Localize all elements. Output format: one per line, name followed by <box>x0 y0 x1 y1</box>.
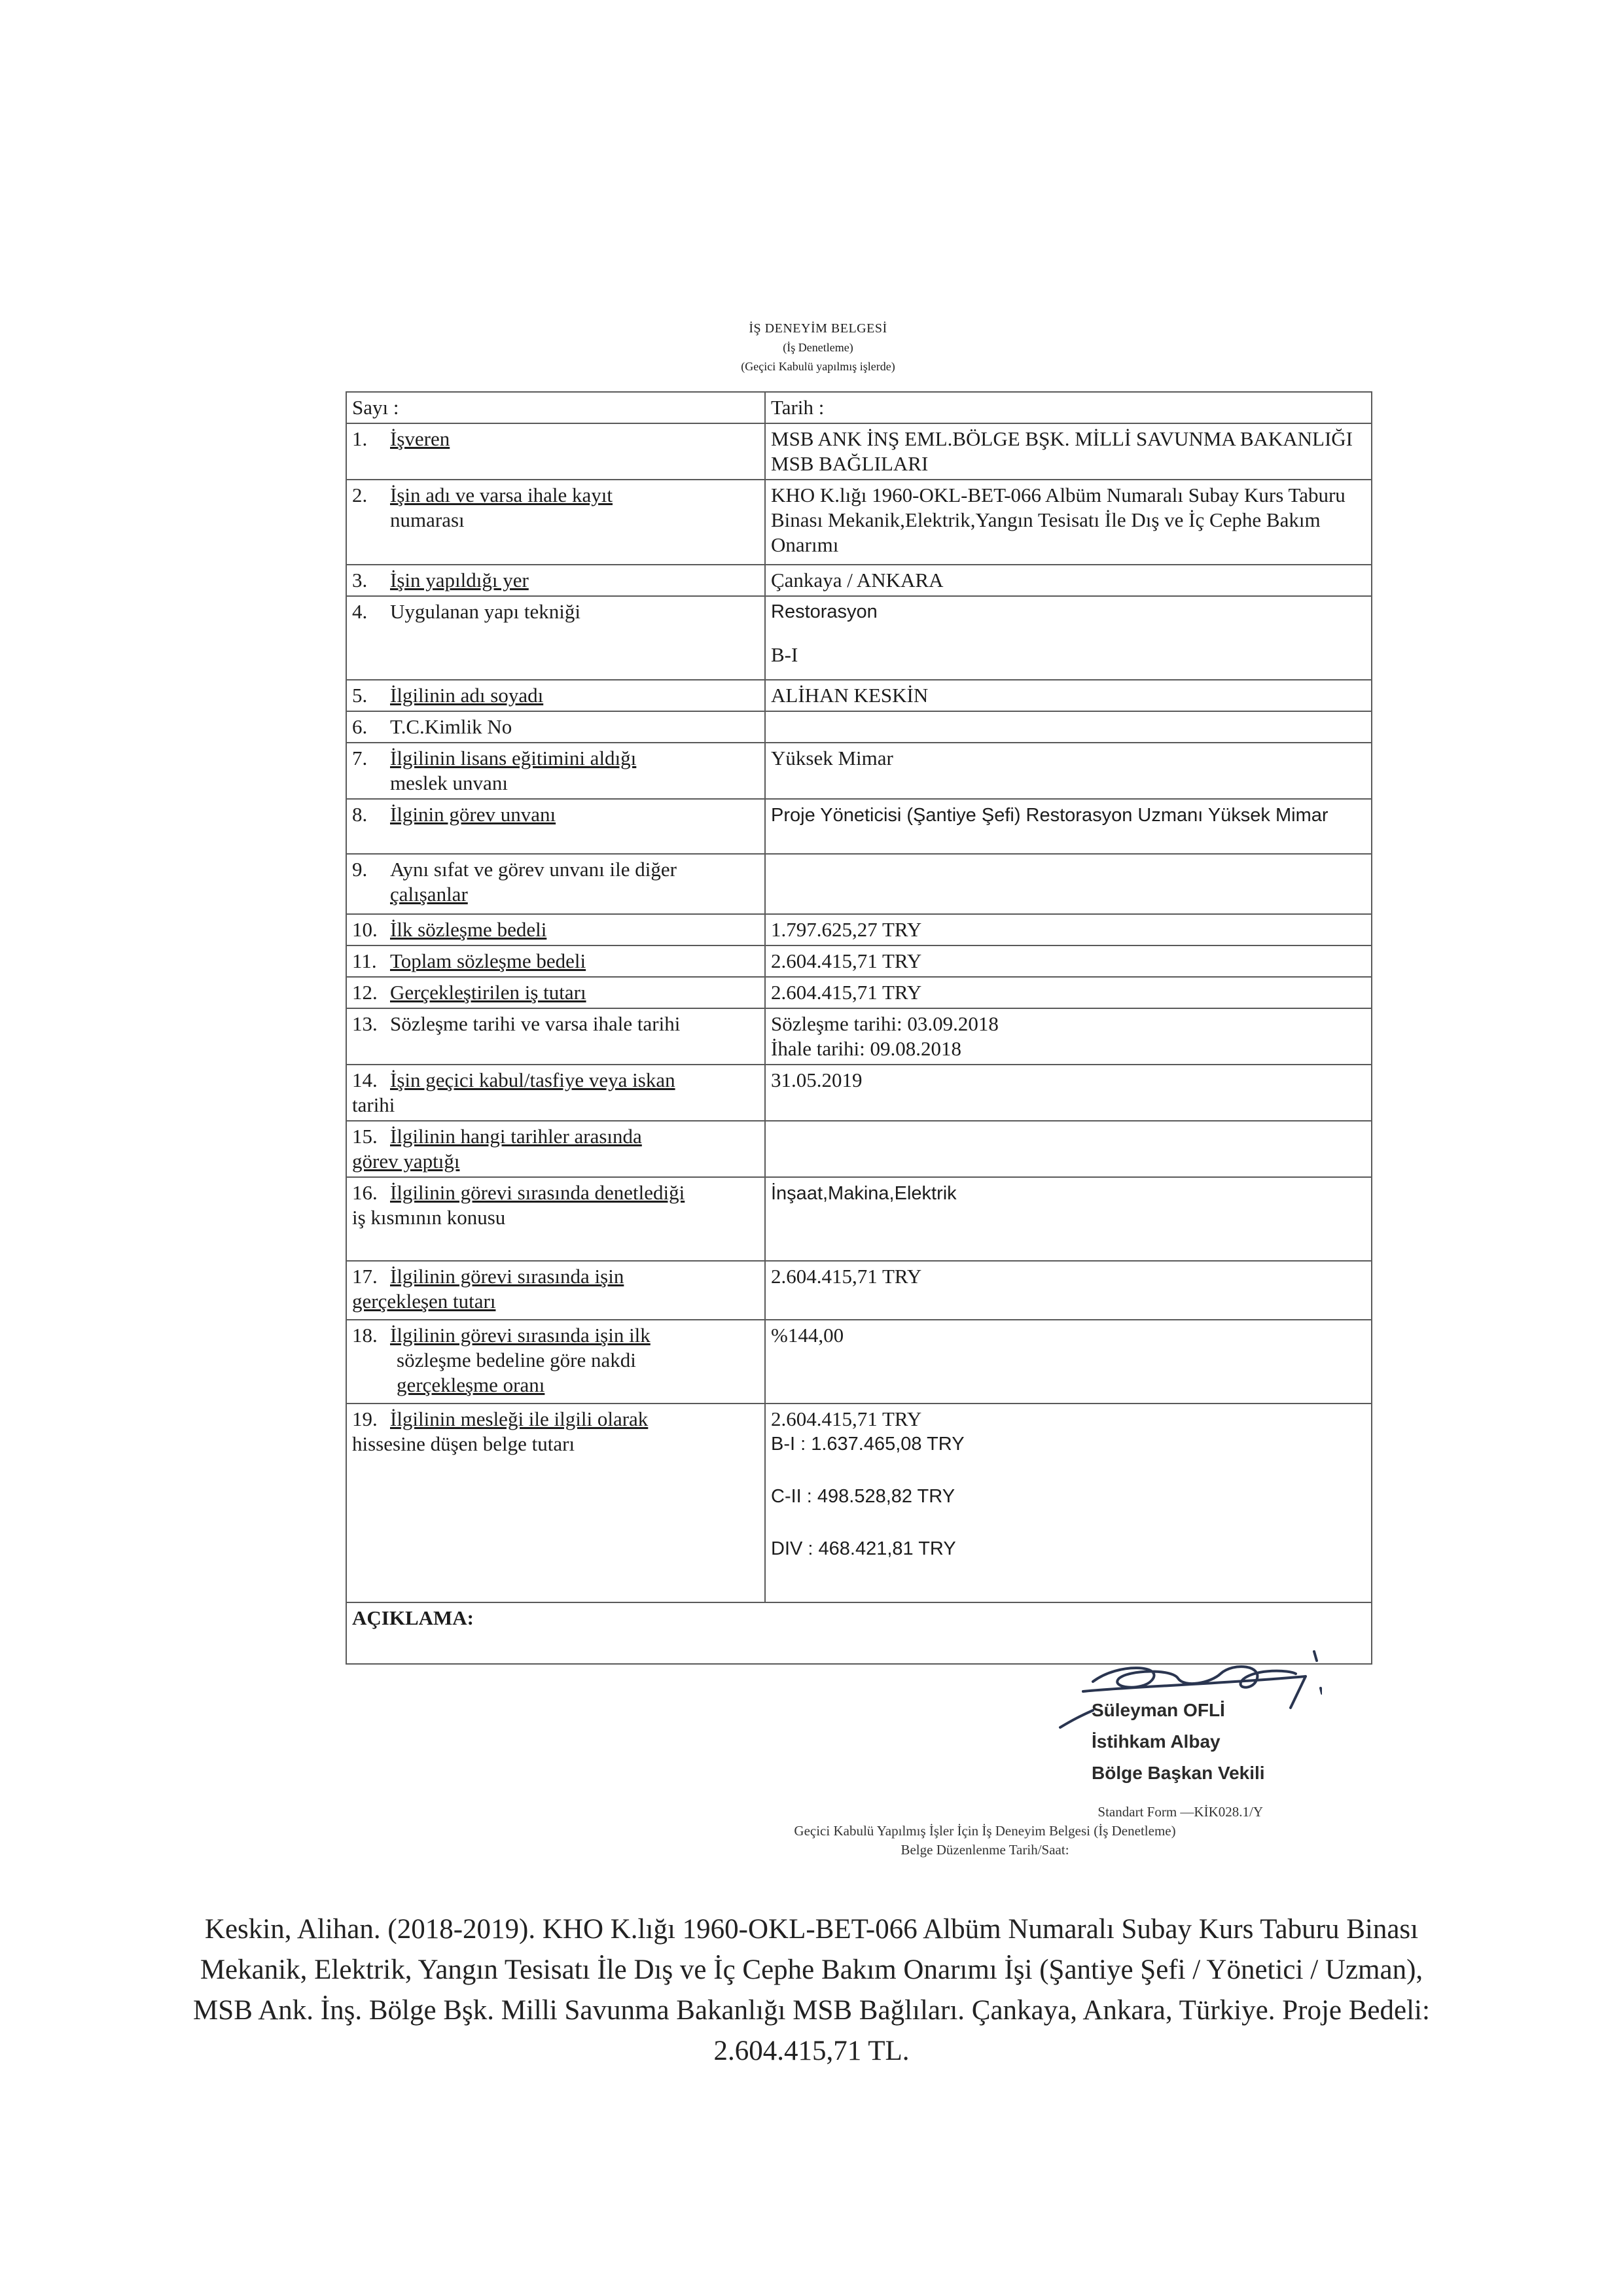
experience-form-table <box>346 391 1372 1665</box>
table-row <box>346 1177 1372 1261</box>
row-label: 4. Uygulanan yapı tekniği <box>346 596 765 680</box>
row-value: 31.05.2019 <box>765 1065 1372 1121</box>
row-label: 5. İlgilinin adı soyadı <box>346 680 765 711</box>
row-value: ALİHAN KESKİN <box>765 680 1372 711</box>
row-label: 18. İlgilinin görevi sırasında işin ilk sözleşme bedeline göre nakdi gerçekleşme oranı <box>346 1320 765 1404</box>
row-label: 11. Toplam sözleşme bedeli <box>346 945 765 977</box>
row-label: 2. İşin adı ve varsa ihale kayıt numarası <box>346 480 765 565</box>
document-subtitle-2: (Geçici Kabulü yapılmış işlerde) <box>741 360 895 373</box>
form-footer <box>654 1803 1315 1860</box>
row-value: 2.604.415,71 TRY <box>765 945 1372 977</box>
row-value: Sözleşme tarihi: 03.09.2018 İhale tarihi: 09.08.2018 <box>765 1008 1372 1065</box>
form-description: Geçici Kabulü Yapılmış İşler İçin İş Deneyim Belgesi (İş Denetleme) <box>794 1823 1176 1839</box>
table-row <box>346 680 1372 711</box>
row-value: 2.604.415,71 TRY <box>765 1261 1372 1320</box>
row-value: 1.797.625,27 TRY <box>765 914 1372 945</box>
citation-text: Keskin, Alihan. (2018-2019). KHO K.lığı 1960-OKL-BET-066 Albüm Numaralı Subay Kurs Taburu Binası Mekanik, Elektrik, Yangın Tesisatı İle Dış ve İç Cephe Bakım Onarımı İşi (Şantiye Şefi / Yönetici / Uzman), MSB Ank. İnş. Bölge Bşk. Milli Savunma Bakanlığı MSB Bağlıları. Çankaya, Ankara, Türkiye. Proje Bedeli: 2.604.415,71 TL. <box>193 1914 1430 2066</box>
form-date-label: Belge Düzenlenme Tarih/Saat: <box>901 1842 1069 1858</box>
table-row <box>346 799 1372 854</box>
row-label: 15. İlgilinin hangi tarihler arasında görev yaptığı <box>346 1121 765 1177</box>
table-row <box>346 914 1372 945</box>
row-value <box>765 711 1372 743</box>
signer-name: Süleyman OFLİ <box>1092 1700 1225 1720</box>
signer-rank: İstihkam Albay <box>1092 1731 1221 1752</box>
row-label: 3. İşin yapıldığı yer <box>346 565 765 596</box>
table-row <box>346 480 1372 565</box>
row-value: İnşaat,Makina,Elektrik <box>765 1177 1372 1261</box>
table-row <box>346 596 1372 680</box>
row-label: 13. Sözleşme tarihi ve varsa ihale tarihi <box>346 1008 765 1065</box>
row-label: 16. İlgilinin görevi sırasında denetlediği iş kısmının konusu <box>346 1177 765 1261</box>
table-row <box>346 743 1372 799</box>
row-label: 17. İlgilinin görevi sırasında işin gerçekleşen tutarı <box>346 1261 765 1320</box>
row-value: 2.604.415,71 TRY <box>765 977 1372 1008</box>
document-subtitle: (İş Denetleme) <box>783 341 853 354</box>
table-row <box>346 1404 1372 1602</box>
table-row <box>346 565 1372 596</box>
table-row <box>346 1008 1372 1065</box>
row-label: 19. İlgilinin mesleği ile ilgili olarak hissesine düşen belge tutarı <box>346 1404 765 1602</box>
document-title: İŞ DENEYİM BELGESİ <box>749 321 887 336</box>
table-row <box>346 1320 1372 1404</box>
row-value <box>765 1121 1372 1177</box>
row-value: KHO K.lığı 1960-OKL-BET-066 Albüm Numaralı Subay Kurs Taburu Binası Mekanik,Elektrik,Yangın Tesisatı İle Dış ve İç Cephe Bakım Onarımı <box>765 480 1372 565</box>
row-label: 1. İşveren <box>346 423 765 480</box>
table-row <box>346 423 1372 480</box>
row-label: 12. Gerçekleştirilen iş tutarı <box>346 977 765 1008</box>
row-label: 6. T.C.Kimlik No <box>346 711 765 743</box>
table-row <box>346 1065 1372 1121</box>
row-value: Çankaya / ANKARA <box>765 565 1372 596</box>
signer-title: Bölge Başkan Vekili <box>1092 1763 1265 1783</box>
table-row <box>346 1121 1372 1177</box>
document-header <box>654 319 982 376</box>
table-row <box>346 1261 1372 1320</box>
row-value: %144,00 <box>765 1320 1372 1404</box>
row-label: 8. İlginin görev unvanı <box>346 799 765 854</box>
form-code: Standart Form —KİK028.1/Y <box>1097 1804 1263 1820</box>
table-row <box>346 711 1372 743</box>
table-row <box>346 977 1372 1008</box>
row-label: 10. İlk sözleşme bedeli <box>346 914 765 945</box>
row-label: 9. Aynı sıfat ve görev unvanı ile diğer çalışanlar <box>346 854 765 914</box>
row-label: 7. İlgilinin lisans eğitimini aldığı meslek unvanı <box>346 743 765 799</box>
aciklama-label: AÇIKLAMA: <box>346 1602 1372 1664</box>
signature-block <box>1047 1642 1348 1799</box>
tarih-label: Tarih : <box>765 392 1372 423</box>
row-label: 14. İşin geçici kabul/tasfiye veya iskan tarihi <box>346 1065 765 1121</box>
table-row <box>346 392 1372 423</box>
row-value: Restorasyon B-I <box>765 596 1372 680</box>
sayi-label: Sayı : <box>346 392 765 423</box>
table-row <box>346 854 1372 914</box>
row-value: 2.604.415,71 TRY B-I : 1.637.465,08 TRY C-II : 498.528,82 TRY DIV : 468.421,81 TRY <box>765 1404 1372 1602</box>
table-row <box>346 945 1372 977</box>
row-value: Yüksek Mimar <box>765 743 1372 799</box>
row-value <box>765 854 1372 914</box>
row-value: Proje Yöneticisi (Şantiye Şefi) Restorasyon Uzmanı Yüksek Mimar <box>765 799 1372 854</box>
row-value: MSB ANK İNŞ EML.BÖLGE BŞK. MİLLİ SAVUNMA BAKANLIĞI MSB BAĞLILARI <box>765 423 1372 480</box>
